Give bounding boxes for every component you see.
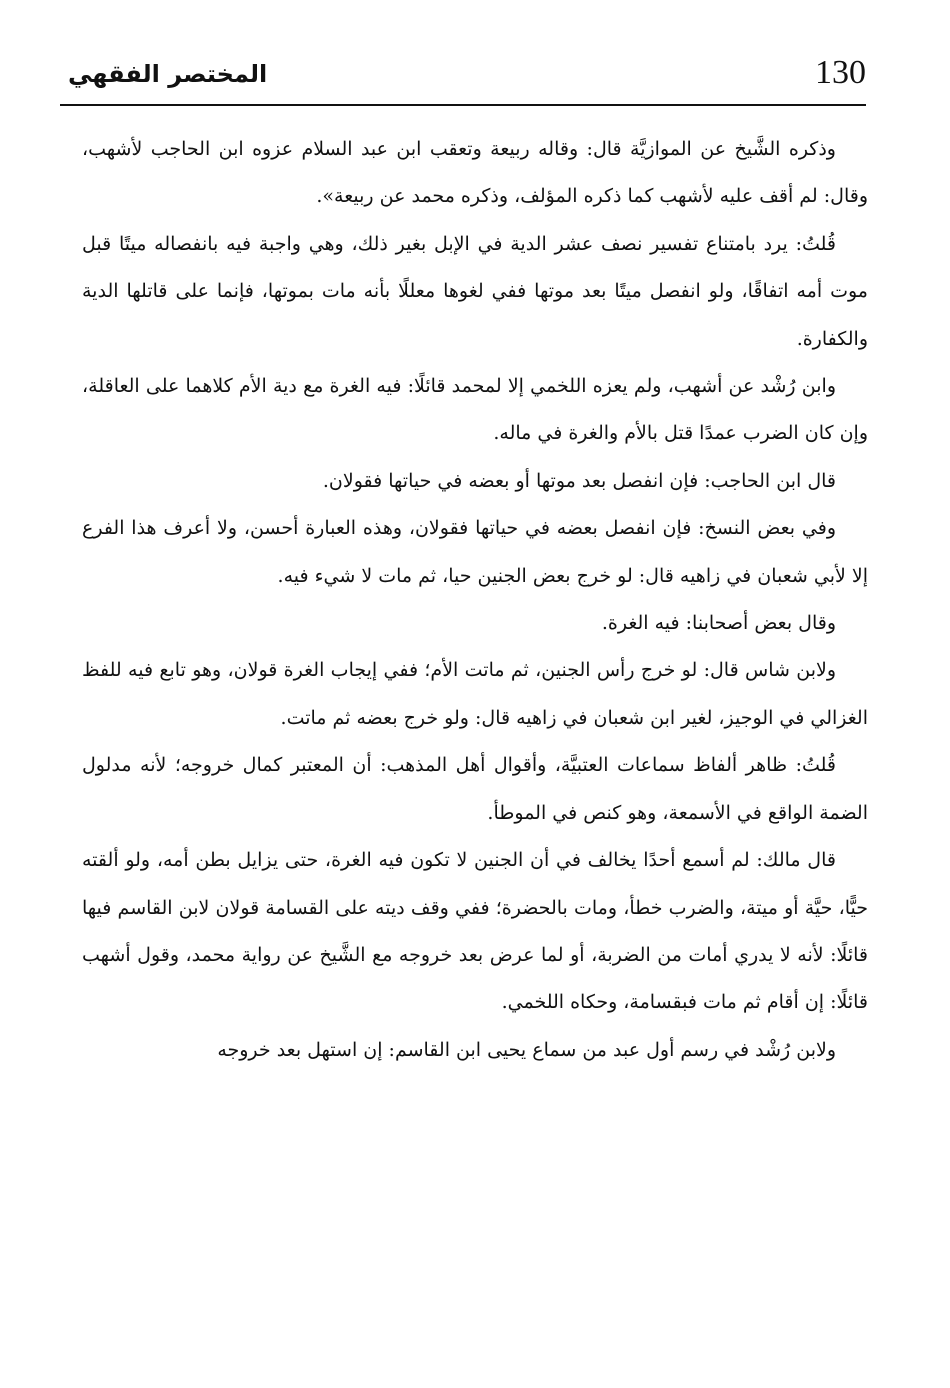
page-header: [60, 48, 866, 106]
page-body: [82, 126, 868, 1074]
paragraph: ولابن شاس قال: لو خرج رأس الجنين، ثم ماتت الأم؛ ففي إيجاب الغرة قولان، وهو تابع فيه للفظ الغزالي في الوجيز، لغير ابن شعبان في زاهيه قال: ولو خرج بعضه ثم ماتت.: [82, 659, 868, 729]
paragraph: ولابن رُشْد في رسم أول عبد من سماع يحيى ابن القاسم: إن استهل بعد خروجه: [217, 1038, 836, 1061]
paragraph: وفي بعض النسخ: فإن انفصل بعضه في حياتها فقولان، وهذه العبارة أحسن، ولا أعرف هذا الفرع إلا لأبي شعبان في زاهيه قال: لو خرج بعض الجنين حيا، ثم مات لا شيء فيه.: [82, 517, 868, 587]
paragraph: قال ابن الحاجب: فإن انفصل بعد موتها أو بعضه في حياتها فقولان.: [322, 469, 836, 492]
paragraph: قال مالك: لم أسمع أحدًا يخالف في أن الجنين لا تكون فيه الغرة، حتى يزايل بطن أمه، ولو ألقته حيًّا، حيَّة أو ميتة، والضرب خطأ، ومات بالحضرة؛ ففي وقف ديته على القسامة قولان لابن القاسم فيها قائلًا: لأنه لا يدري أمات من الضربة، أو لما عرض بعد خروجه مع الشَّيخ عن رواية محمد، وقول أشهب قائلًا: إن أقام ثم مات فبقسامة، وحكاه اللخمي.: [82, 849, 868, 1014]
paragraph: قُلتُ: يرد بامتناع تفسير نصف عشر الدية في الإبل بغير ذلك، وهي واجبة فيه بانفصاله ميتًا قبل موت أمه اتفاقًا، ولو انفصل ميتًا بعد موتها ففي لغوها معللًا بأنه مات بموتها، فإنما على قاتلها الدية والكفارة.: [82, 232, 868, 350]
paragraph: قُلتُ: ظاهر ألفاظ سماعات العتبيَّة، وأقوال أهل المذهب: أن المعتبر كمال خروجه؛ لأنه مدلول الضمة الواقع في الأسمعة، وهو كنص في الموطأ.: [82, 754, 868, 824]
paragraph: وذكره الشَّيخ عن الموازيَّة قال: وقاله ربيعة وتعقب ابن عبد السلام عزوه ابن الحاجب لأشهب، وقال: لم أقف عليه لأشهب كما ذكره المؤلف، وذكره محمد عن ربيعة».: [82, 138, 868, 208]
paragraph: وقال بعض أصحابنا: فيه الغرة.: [601, 612, 836, 635]
paragraph: وابن رُشْد عن أشهب، ولم يعزه اللخمي إلا لمحمد قائلًا: فيه الغرة مع دية الأم كلاهما على العاقلة، وإن كان الضرب عمدًا قتل بالأم والغرة في ماله.: [82, 375, 868, 445]
page-number: 130: [815, 54, 866, 91]
running-title: المختصر الفقهي: [68, 60, 268, 88]
